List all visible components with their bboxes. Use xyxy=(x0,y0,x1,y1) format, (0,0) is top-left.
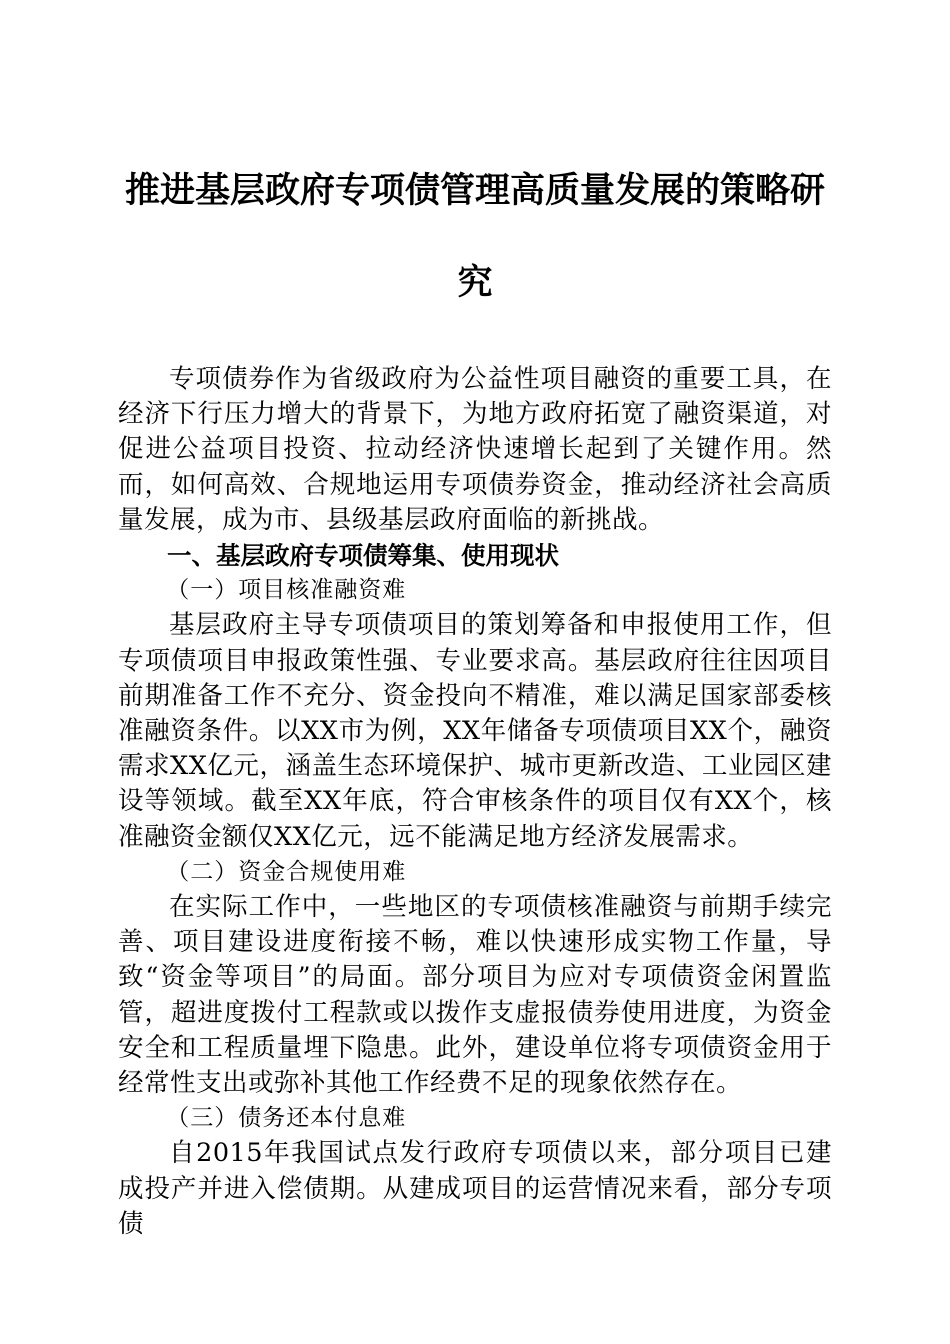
paragraph-fund-compliance: 在实际工作中，一些地区的专项债核准融资与前期手续完善、项目建设进度衔接不畅，难以快速形成实物工作量，导致“资金等项目”的局面。部分项目为应对专项债资金闲置监管，超进度拨付工程款或以拨作支虚报债券使用进度，为资金安全和工程质量埋下隐患。此外，建设单位将专项债资金用于经常性支出或弥补其他工作经费不足的现象依然存在。 xyxy=(118,892,832,1099)
document-body xyxy=(118,362,832,1242)
paragraph-intro: 专项债券作为省级政府为公益性项目融资的重要工具，在经济下行压力增大的背景下，为地方政府拓宽了融资渠道，对促进公益项目投资、拉动经济快速增长起到了关键作用。然而，如何高效、合规地运用专项债券资金，推动经济社会高质量发展，成为市、县级基层政府面临的新挑战。 xyxy=(118,364,832,535)
subsection-heading-2: （二）资金合规使用难 xyxy=(166,858,407,885)
document-title: 推进基层政府专项债管理高质量发展的策略研究 xyxy=(124,171,825,303)
section-heading-1: 一、基层政府专项债筹集、使用现状 xyxy=(167,541,559,571)
paragraph-debt-repayment: 自2015年我国试点发行政府专项债以来，部分项目已建成投产并进入偿债期。从建成项目的运营情况来看，部分专项债 xyxy=(118,1138,832,1239)
subsection-heading-1: （一）项目核准融资难 xyxy=(166,577,407,604)
paragraph-project-approval: 基层政府主导专项债项目的策划筹备和申报使用工作，但专项债项目申报政策性强、专业要求高。基层政府往往因项目前期准备工作不充分、资金投向不精准，难以满足国家部委核准融资条件。以XX市为例，XX年储备专项债项目XX个，融资需求XX亿元，涵盖生态环境保护、城市更新改造、工业园区建设等领域。截至XX年底，符合审核条件的项目仅有XX个，核准融资金额仅XX亿元，远不能满足地方经济发展需求。 xyxy=(118,610,832,852)
subsection-heading-3: （三）债务还本付息难 xyxy=(166,1105,407,1132)
